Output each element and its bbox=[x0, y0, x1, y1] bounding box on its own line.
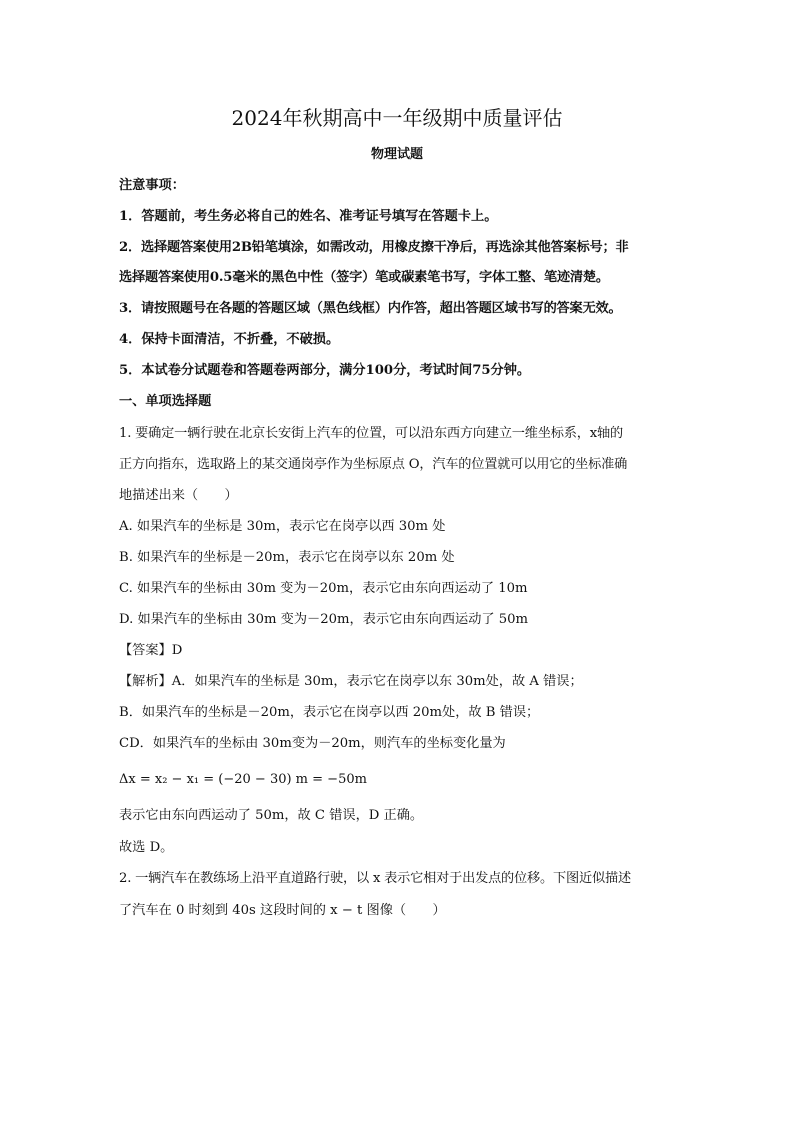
question-1-option-a: A. 如果汽车的坐标是 30m，表示它在岗亭以西 30m 处 bbox=[119, 519, 446, 534]
question-1-stem: 地描述出来（ ） bbox=[119, 488, 238, 503]
section-heading: 一、单项选择题 bbox=[119, 394, 212, 409]
question-1-analysis: CD．如果汽车的坐标由 30m变为－20m，则汽车的坐标变化量为 bbox=[119, 736, 506, 751]
notice-item: 4．保持卡面清洁，不折叠，不破损。 bbox=[119, 332, 340, 347]
question-1-formula: Δx = x₂ − x₁ = (−20 − 30) m = −50m bbox=[119, 772, 367, 787]
document-title: 2024年秋期高中一年级期中质量评估 bbox=[231, 106, 563, 130]
question-2-stem: 2. 一辆汽车在教练场上沿平直道路行驶，以 x 表示它相对于出发点的位移。下图近似描述 bbox=[119, 871, 631, 886]
question-1-analysis: 故选 D。 bbox=[119, 840, 174, 855]
notice-item: 5．本试卷分试题卷和答题卷两部分，满分100分，考试时间75分钟。 bbox=[119, 363, 531, 378]
notice-item: 1．答题前，考生务必将自己的姓名、准考证号填写在答题卡上。 bbox=[119, 209, 498, 224]
question-1-option-c: C. 如果汽车的坐标由 30m 变为－20m，表示它由东向西运动了 10m bbox=[119, 581, 528, 596]
notice-heading: 注意事项： bbox=[119, 178, 185, 193]
question-1-option-d: D. 如果汽车的坐标由 30m 变为－20m，表示它由东向西运动了 50m bbox=[119, 612, 529, 627]
question-1-analysis: 表示它由东向西运动了 50m，故 C 错误，D 正确。 bbox=[119, 808, 424, 823]
question-1-option-b: B. 如果汽车的坐标是－20m，表示它在岗亭以东 20m 处 bbox=[119, 550, 455, 565]
question-1-analysis: B．如果汽车的坐标是－20m，表示它在岗亭以西 20m处，故 B 错误； bbox=[119, 705, 540, 720]
notice-item: 选择题答案使用0.5毫米的黑色中性（签字）笔或碳素笔书写，字体工整、笔迹清楚。 bbox=[119, 270, 609, 285]
document-subtitle: 物理试题 bbox=[370, 147, 423, 162]
question-1-analysis: 【解析】A．如果汽车的坐标是 30m，表示它在岗亭以东 30m处，故 A 错误； bbox=[119, 674, 583, 689]
notice-item: 2．选择题答案使用2B铅笔填涂，如需改动，用橡皮擦干净后，再选涂其他答案标号；非 bbox=[119, 240, 629, 255]
question-1-stem: 1. 要确定一辆行驶在北京长安街上汽车的位置，可以沿东西方向建立一维坐标系，x轴的 bbox=[119, 426, 623, 441]
question-2-stem: 了汽车在 0 时刻到 40s 这段时间的 x − t 图像（ ） bbox=[119, 903, 446, 918]
question-1-stem: 正方向指东，选取路上的某交通岗亭作为坐标原点 O，汽车的位置就可以用它的坐标准确 bbox=[119, 457, 628, 472]
notice-item: 3．请按照题号在各题的答题区域（黑色线框）内作答，超出答题区域书写的答案无效。 bbox=[119, 301, 622, 316]
question-1-answer: 【答案】D bbox=[119, 643, 183, 658]
